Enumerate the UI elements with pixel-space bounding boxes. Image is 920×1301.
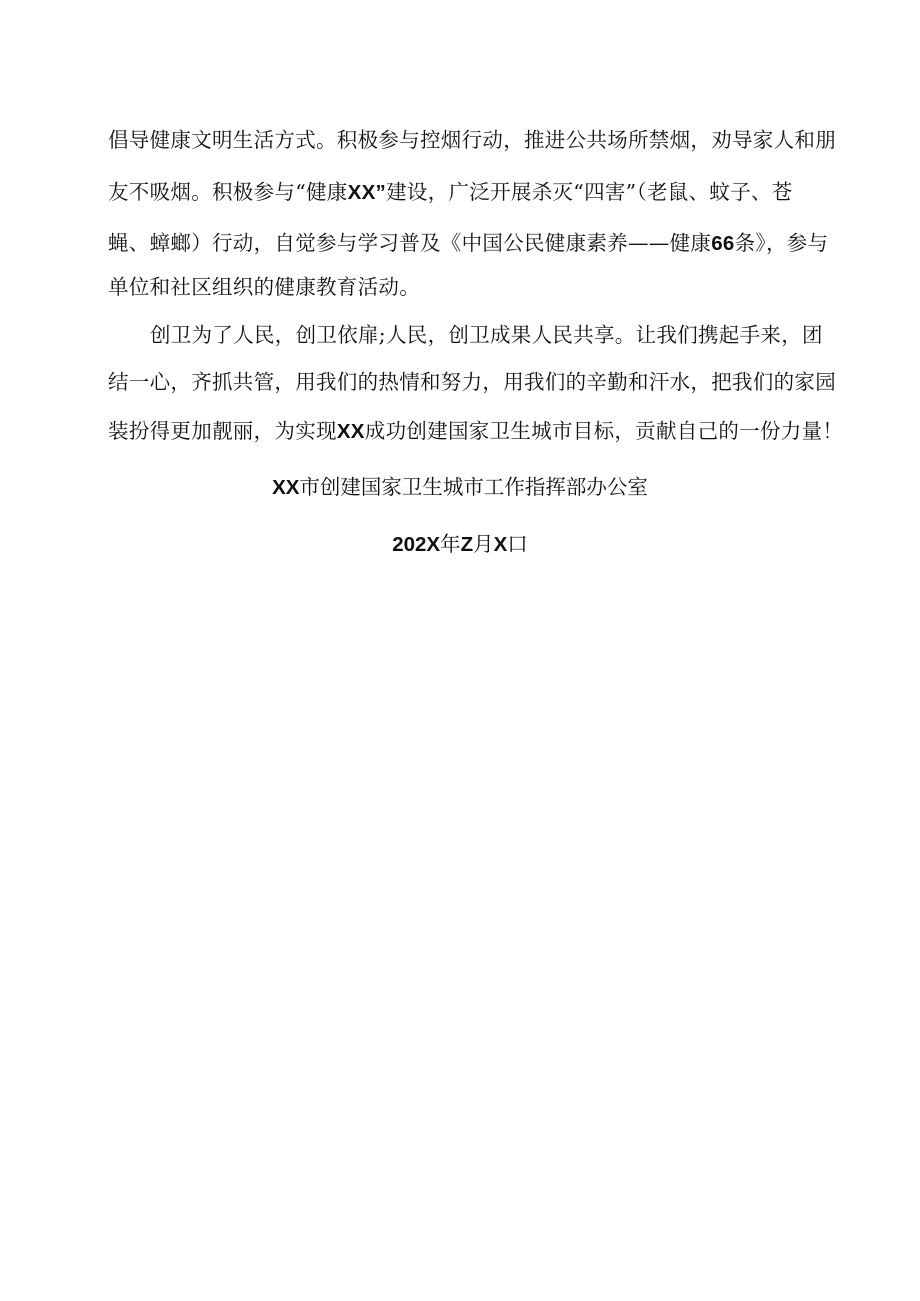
text-segment: 结一心，齐抓共管，用我们的热情和努力，用我们的辛勤和汗水，把我们的家园	[108, 370, 836, 394]
date-year: 202X	[392, 533, 441, 556]
org-name: 市创建国家卫生城市工作指挥部办公室	[299, 475, 648, 499]
paragraph-line	[108, 180, 793, 205]
signature-date	[0, 532, 920, 557]
text-segment: 条》，参与	[734, 231, 829, 255]
paragraph-line	[108, 419, 843, 444]
text-segment: 成功创建国家卫生城市目标，贡献自己的一份力量！	[364, 419, 844, 443]
text-segment: 建设，广泛开展杀灭“四害”（老鼠、蚊子、苍	[386, 180, 793, 204]
paragraph-line	[150, 323, 823, 347]
date-day: X	[493, 533, 508, 556]
text-segment: 友不吸烟。积极参与“健康	[108, 180, 348, 204]
text-segment-bold: XX	[336, 420, 365, 443]
date-year-char: 年	[440, 532, 461, 556]
paragraph-line	[108, 275, 420, 299]
paragraph-line	[108, 231, 828, 256]
text-segment: 创卫为了人民，创卫依扉;人民，创卫成果人民共享。让我们携起手来，团	[150, 323, 823, 347]
org-prefix: XX	[272, 476, 300, 499]
paragraph-line	[108, 370, 836, 394]
text-segment: 单位和社区组织的健康教育活动。	[108, 275, 420, 299]
text-segment-bold: XX”	[347, 181, 387, 204]
date-month-char: 月	[473, 532, 494, 556]
text-segment: 倡导健康文明生活方式。积极参与控烟行动，推进公共场所禁烟，劝导家人和朋	[108, 128, 836, 152]
text-segment-bold: 66	[711, 232, 735, 255]
signature-organization	[0, 475, 920, 500]
date-day-char: 口	[507, 532, 528, 556]
text-segment: 蝇、蟑螂）行动，自觉参与学习普及《中国公民健康素养——健康	[108, 231, 712, 255]
text-segment: 装扮得更加靓丽，为实现	[108, 419, 337, 443]
paragraph-line	[108, 128, 836, 152]
date-month: Z	[460, 533, 474, 556]
